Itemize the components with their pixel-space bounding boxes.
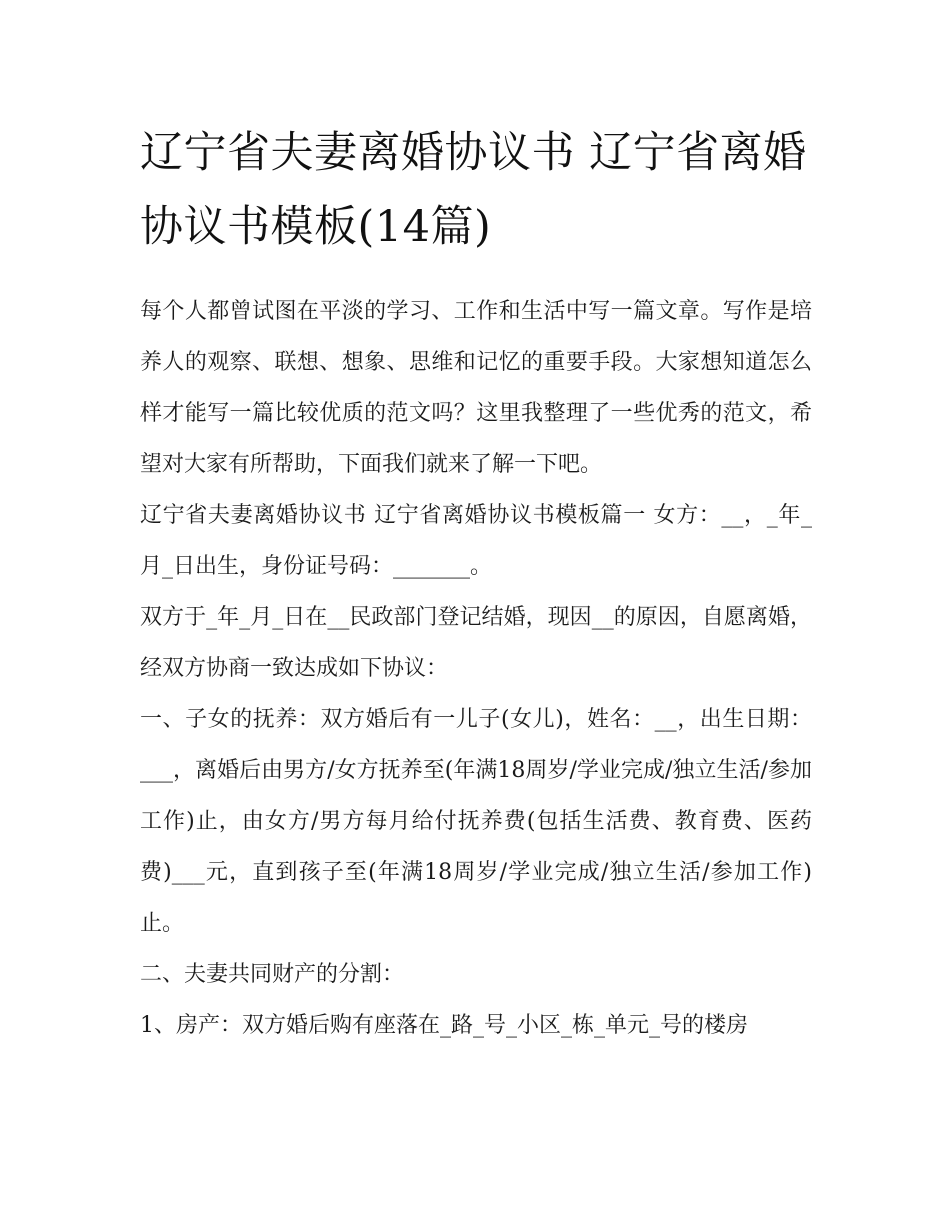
paragraph-property-house: 1、房产：双方婚后购有座落在_路_号_小区_栋_单元_号的楼房 bbox=[140, 1013, 748, 1038]
paragraph-party-info: 辽宁省夫妻离婚协议书 辽宁省离婚协议书模板篇一 女方：__，_年_月_日出生，身份证号码：_______。 bbox=[140, 503, 812, 579]
paragraph-intro: 每个人都曾试图在平淡的学习、工作和生活中写一篇文章。写作是培养人的观察、联想、想象、思维和记忆的重要手段。大家想知道怎么样才能写一篇比较优质的范文吗？这里我整理了一些优秀的范文，希望对大家有所帮助，下面我们就来了解一下吧。 bbox=[140, 299, 812, 477]
document-body bbox=[140, 116, 812, 1051]
paragraph-marriage-registration: 双方于_年_月_日在__民政部门登记结婚，现因__的原因，自愿离婚，经双方协商一致达成如下协议： bbox=[140, 605, 812, 681]
paragraph-property-heading: 二、夫妻共同财产的分割： bbox=[140, 962, 405, 987]
paragraph-child-custody: 一、子女的抚养：双方婚后有一儿子(女儿)，姓名：__，出生日期：___，离婚后由男方/女方抚养至(年满18周岁/学业完成/独立生活/参加工作)止，由女方/男方每月给付抚养费(包括生活费、教育费、医药费)___元，直到孩子至(年满18周岁/学业完成/独立生活/参加工作)止。 bbox=[140, 707, 812, 936]
document-title: 辽宁省夫妻离婚协议书 辽宁省离婚协议书模板(14篇) bbox=[140, 128, 807, 252]
